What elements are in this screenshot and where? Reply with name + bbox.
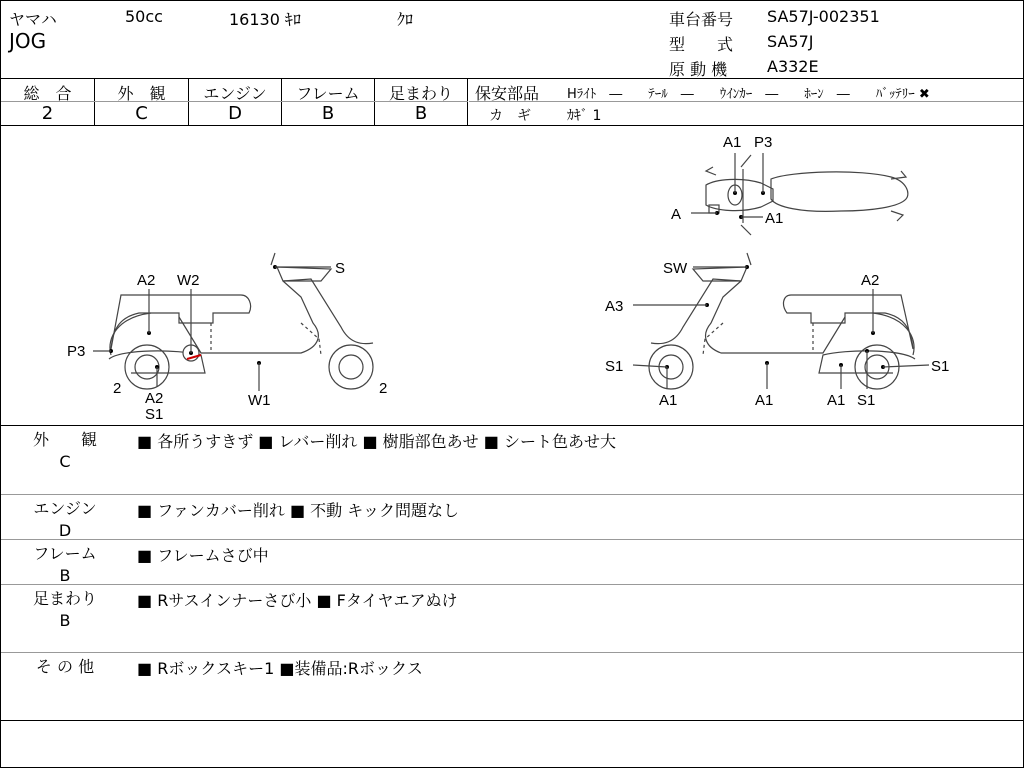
remark-exterior-text: ■ 各所うすきず ■ レバー削れ ■ 樹脂部色あせ ■ シート色あせ大: [137, 432, 616, 451]
top-label-a: A: [671, 206, 682, 223]
top-label-a1: A1: [723, 134, 742, 151]
remark-engine-cat: エンジン: [33, 499, 97, 518]
right-label-a1-front: A1: [659, 392, 678, 409]
key-value: ｶｷﾞ 1: [567, 108, 602, 124]
left-label-s1: S1: [145, 406, 164, 423]
remark-other-cat: そ の 他: [35, 657, 95, 676]
grade-exterior-value: C: [135, 103, 148, 124]
left-label-2-left: 2: [113, 380, 122, 397]
remark-engine-grade: D: [58, 521, 72, 540]
remark-exterior-grade: C: [59, 452, 71, 471]
right-side-scooter: [605, 253, 949, 409]
divider: [1, 425, 1023, 426]
grade-overall-value: 2: [41, 103, 54, 124]
left-side-scooter: [67, 253, 387, 423]
grade-engine-value: D: [228, 103, 242, 124]
mileage: 16130 ｷﾛ: [229, 10, 301, 29]
safety-items: Hﾗｲﾄ ― ﾃｰﾙ ― ｳｲﾝｶｰ ― ﾎｰﾝ ― ﾊﾞｯﾃﾘｰ ✖: [567, 87, 930, 102]
key-label: カ ギ: [489, 108, 531, 124]
remark-frame-grade: B: [59, 566, 71, 585]
grade-overall-label: 総 合: [23, 84, 72, 103]
frame-no-label: 車台番号: [669, 10, 734, 29]
left-label-p3: P3: [67, 343, 86, 360]
damage-diagram: [1, 127, 1023, 425]
right-label-s1-right: S1: [931, 358, 950, 375]
model-name: JOG: [9, 29, 47, 53]
remark-suspension-cat: 足まわり: [32, 589, 97, 608]
right-label-s1-left: S1: [605, 358, 624, 375]
frame-no: SA57J-002351: [767, 7, 880, 26]
right-label-a1-rear: A1: [827, 392, 846, 409]
divider: [1, 78, 1023, 79]
type-label: 型 式: [669, 35, 734, 54]
remark-suspension-text: ■ Rサスインナーさび小 ■ Fタイヤエアぬけ: [137, 591, 458, 610]
right-label-s1-rear: S1: [857, 392, 876, 409]
color: ｸﾛ: [397, 10, 414, 29]
left-label-w1: W1: [248, 392, 271, 409]
right-label-a3: A3: [605, 298, 624, 315]
left-label-w2: W2: [177, 272, 200, 289]
grade-suspension-label: 足まわり: [388, 84, 453, 103]
remark-other-text: ■ Rボックスキー1 ■装備品:Rボックス: [137, 659, 423, 678]
left-label-a2b: A2: [145, 390, 164, 407]
left-label-a2: A2: [137, 272, 156, 289]
left-label-s: S: [335, 260, 346, 277]
grade-frame-value: B: [321, 103, 335, 124]
divider: [1, 125, 1023, 126]
right-label-sw: SW: [663, 260, 688, 277]
displacement: 50cc: [125, 7, 163, 26]
remark-suspension-grade: B: [59, 611, 71, 630]
engine-label: 原 動 機: [669, 60, 728, 79]
maker: ヤマハ: [9, 10, 57, 29]
divider: [1, 539, 1023, 540]
divider: [1, 584, 1023, 585]
divider: [1, 494, 1023, 495]
grade-exterior-label: 外 観: [117, 84, 166, 103]
divider: [1, 652, 1023, 653]
top-label-p3: P3: [754, 134, 773, 151]
grade-suspension-value: B: [414, 103, 428, 124]
top-view-scooter: [671, 134, 908, 235]
type-value: SA57J: [767, 32, 814, 51]
remark-frame-cat: フレーム: [33, 544, 97, 563]
right-label-a2: A2: [861, 272, 880, 289]
top-label-a1b: A1: [765, 210, 784, 227]
grade-frame-label: フレーム: [296, 84, 360, 103]
divider: [1, 720, 1023, 721]
grade-engine-label: エンジン: [203, 84, 267, 103]
engine-value: A332E: [767, 57, 819, 76]
left-label-2-right: 2: [379, 380, 388, 397]
remark-engine-text: ■ ファンカバー削れ ■ 不動 キック問題なし: [137, 501, 459, 520]
safety-label: 保安部品: [475, 84, 540, 103]
right-label-a1-mid: A1: [755, 392, 774, 409]
remark-exterior-cat: 外 観: [32, 430, 97, 449]
remark-frame-text: ■ フレームさび中: [137, 546, 269, 565]
